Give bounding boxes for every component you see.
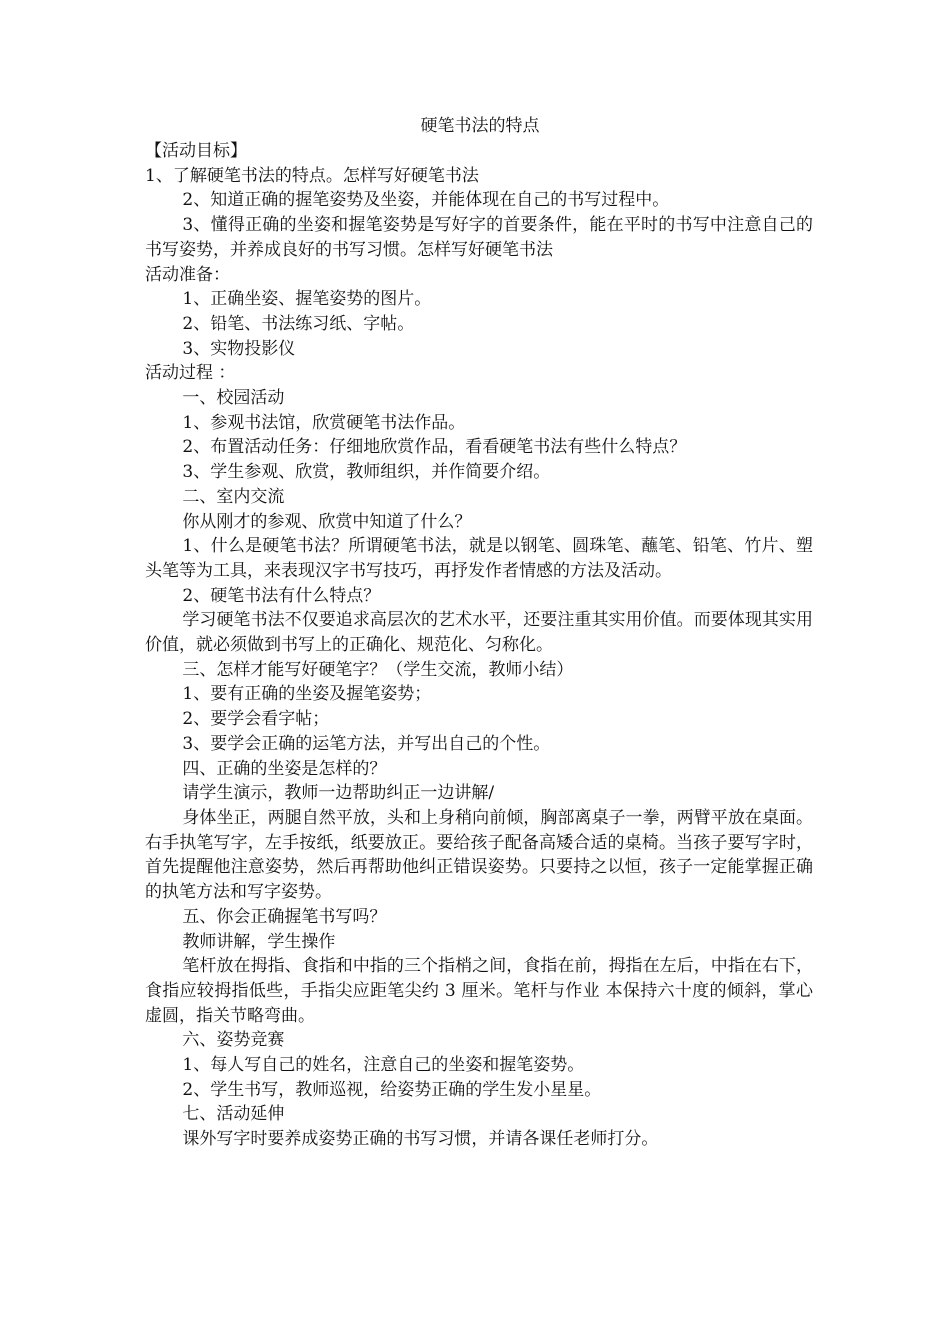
paragraph: 身体坐正，两腿自然平放，头和上身稍向前倾，胸部离桌子一拳，两臂平放在桌面。右手执笔写字，左手按纸，纸要放正。要给孩子配备高矮合适的桌椅。当孩子要写字时，首先提醒他注意姿势，然后再帮助他纠正错误姿势。只要持之以恒，孩子一定能掌握正确的执笔方法和写字姿势。 — [145, 807, 813, 903]
paragraph: 课外写字时要养成姿势正确的书写习惯，并请各课任老师打分。 — [182, 1129, 659, 1150]
paragraph: 【活动目标】 — [145, 141, 247, 161]
document-body — [145, 139, 813, 1152]
paragraph: 1、了解硬笔书法的特点。怎样写好硬笔书法 — [145, 165, 479, 186]
paragraph: 请学生演示，教师一边帮助纠正一边讲解/ — [182, 783, 495, 804]
paragraph: 三、怎样才能写好硬笔字？（学生交流，教师小结） — [182, 659, 574, 680]
paragraph: 3、学生参观、欣赏，教师组织，并作简要介绍。 — [182, 462, 551, 483]
paragraph: 四、正确的坐姿是怎样的？ — [182, 758, 387, 779]
document-title: 硬笔书法的特点 — [420, 116, 540, 136]
paragraph: 活动准备： — [145, 264, 230, 285]
paragraph: 学习硬笔书法不仅要追求高层次的艺术水平，还要注重其实用价值。而要体现其实用价值，就必须做到书写上的正确化、规范化、匀称化。 — [145, 610, 813, 656]
paragraph: 2、硬笔书法有什么特点？ — [182, 585, 381, 606]
paragraph: 3、实物投影仪 — [182, 338, 296, 359]
paragraph: 2、知道正确的握笔姿势及坐姿，并能体现在自己的书写过程中。 — [182, 190, 670, 211]
paragraph: 2、要学会看字帖； — [182, 709, 330, 730]
paragraph: 2、学生书写，教师巡视，给姿势正确的学生发小星星。 — [182, 1079, 602, 1100]
paragraph: 你从刚才的参观、欣赏中知道了什么？ — [182, 511, 472, 532]
paragraph: 六、姿势竞赛 — [182, 1030, 285, 1051]
paragraph: 活动过程 ： — [145, 363, 236, 384]
paragraph: 1、每人写自己的姓名，注意自己的坐姿和握笔姿势。 — [182, 1055, 585, 1076]
paragraph: 3、懂得正确的坐姿和握笔姿势是写好字的首要条件，能在平时的书写中注意自己的书写姿势，并养成良好的书写习惯。怎样写好硬笔书法 — [145, 215, 813, 260]
paragraph: 七、活动延伸 — [182, 1104, 285, 1125]
paragraph: 五、你会正确握笔书写吗？ — [182, 906, 387, 927]
paragraph: 教师讲解，学生操作 — [182, 931, 336, 952]
paragraph: 1、什么是硬笔书法？所谓硬笔书法，就是以钢笔、圆珠笔、蘸笔、铅笔、竹片、塑头笔等为工具，来表现汉字书写技巧，再抒发作者情感的方法及活动。 — [145, 536, 813, 581]
paragraph: 二、室内交流 — [182, 486, 285, 507]
paragraph: 1、参观书法馆，欣赏硬笔书法作品。 — [182, 412, 466, 433]
paragraph: 笔杆放在拇指、食指和中指的三个指梢之间，食指在前，拇指在左后，中指在右下，食指应较拇指低些，手指尖应距笔尖约 3 厘米。笔杆与作业 本保持六十度的倾斜，掌心虚圆，指关节略弯曲。 — [145, 956, 813, 1026]
paragraph: 1、正确坐姿、握笔姿势的图片。 — [182, 289, 432, 310]
paragraph: 1、要有正确的坐姿及握笔姿势； — [182, 684, 432, 705]
paragraph: 2、铅笔、书法练习纸、字帖。 — [182, 313, 415, 334]
paragraph: 一、校园活动 — [182, 388, 285, 409]
paragraph: 2、布置活动任务：仔细地欣赏作品，看看硬笔书法有些什么特点？ — [182, 437, 687, 458]
paragraph: 3、要学会正确的运笔方法，并写出自己的个性。 — [182, 733, 551, 754]
